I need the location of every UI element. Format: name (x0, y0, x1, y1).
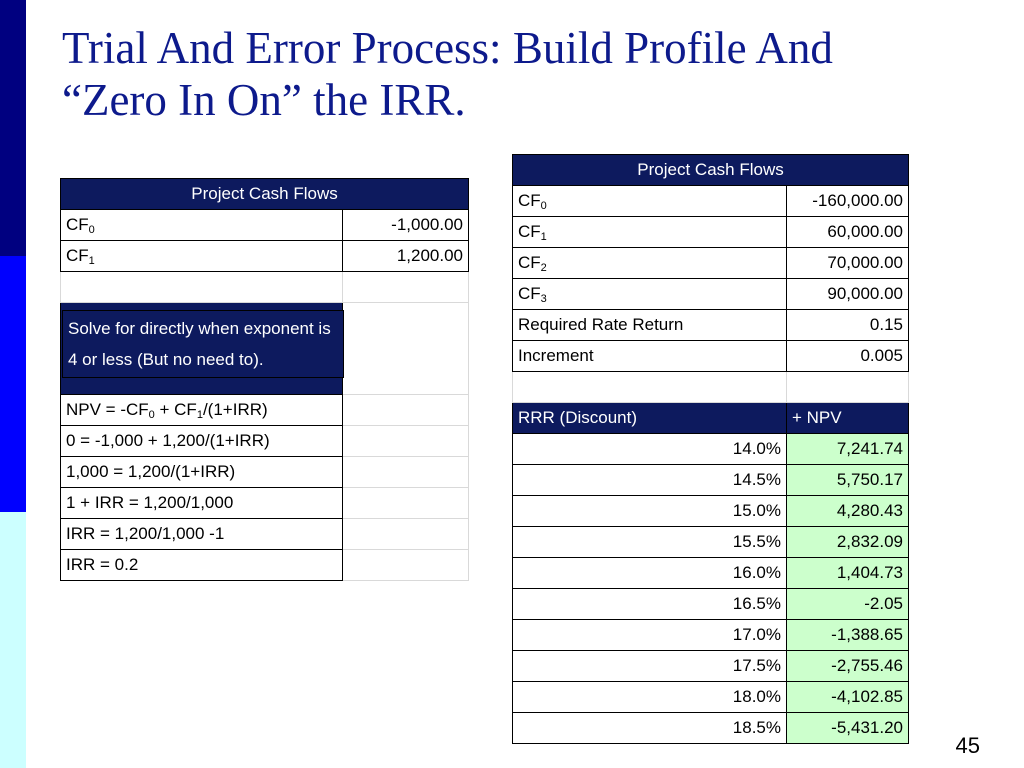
table-row (513, 589, 909, 620)
rate-cell: 18.5% (513, 713, 787, 744)
empty-row (61, 272, 469, 303)
left-cf0-label: $CF_0$ (61, 210, 343, 241)
rate-cell: 16.5% (513, 589, 787, 620)
table-row (513, 620, 909, 651)
increment-value: 0.005 (787, 341, 909, 372)
npv-cell: -2.05 (787, 589, 909, 620)
right-cf1-value: 60,000.00 (787, 217, 909, 248)
left-table-header: Project Cash Flows (61, 179, 469, 210)
rate-cell: 14.5% (513, 465, 787, 496)
right-cf2-value: 70,000.00 (787, 248, 909, 279)
table-row (513, 496, 909, 527)
required-rate-label: Required Rate Return (513, 310, 787, 341)
right-cf0-label: $CF_0$ (513, 186, 787, 217)
solution-step-result: IRR = 0.2 (61, 550, 343, 581)
rate-cell: 15.5% (513, 527, 787, 558)
left-cash-flow-table (60, 178, 469, 581)
direct-solve-note: Solve for directly when exponent is 4 or less (But no need to). (62, 310, 344, 378)
npv-cell: 2,832.09 (787, 527, 909, 558)
npv-cell: -2,755.46 (787, 651, 909, 682)
table-row (61, 550, 469, 581)
rate-cell: 14.0% (513, 434, 787, 465)
accent-bar-dark-navy (0, 0, 26, 256)
table-row (513, 465, 909, 496)
table-row (513, 713, 909, 744)
table-row (513, 434, 909, 465)
npv-formula: NPV = $-CF_0 + CF_1/(1+IRR)$ (61, 395, 343, 426)
required-rate-value: 0.15 (787, 310, 909, 341)
table-row (61, 210, 469, 241)
table-row (61, 457, 469, 488)
npv-cell: -5,431.20 (787, 713, 909, 744)
npv-cell: 5,750.17 (787, 465, 909, 496)
rate-cell: 15.0% (513, 496, 787, 527)
rate-cell: 16.0% (513, 558, 787, 589)
table-row (513, 341, 909, 372)
table-row (513, 682, 909, 713)
npv-cell: -1,388.65 (787, 620, 909, 651)
right-cf2-label: $CF_2$ (513, 248, 787, 279)
right-cf3-label: $CF_3$ (513, 279, 787, 310)
npv-cell: 1,404.73 (787, 558, 909, 589)
right-cf0-value: -160,000.00 (787, 186, 909, 217)
table-row (513, 527, 909, 558)
table-row (61, 519, 469, 550)
npv-header: + NPV (787, 403, 909, 434)
right-cash-flow-table (512, 154, 909, 744)
rate-cell: 17.0% (513, 620, 787, 651)
slide-title-line-1: Trial And Error Process: Build Profile And (62, 23, 833, 73)
table-row (513, 186, 909, 217)
rrr-discount-header: RRR (Discount) (513, 403, 787, 434)
table-row (513, 651, 909, 682)
solution-step: 1,000 = 1,200/(1+IRR) (61, 457, 343, 488)
solution-step: 1 + IRR = 1,200/1,000 (61, 488, 343, 519)
table-row (61, 241, 469, 272)
page-number: 45 (955, 733, 980, 758)
table-row (61, 426, 469, 457)
right-table-header: Project Cash Flows (513, 155, 909, 186)
left-cf1-label: $CF_1$ (61, 241, 343, 272)
table-row (513, 248, 909, 279)
left-cf1-value: 1,200.00 (343, 241, 469, 272)
solution-step: 0 = -1,000 + 1,200/(1+IRR) (61, 426, 343, 457)
npv-cell: 7,241.74 (787, 434, 909, 465)
slide-title-line-2: “Zero In On” the IRR. (62, 75, 466, 125)
npv-cell: -4,102.85 (787, 682, 909, 713)
rate-cell: 18.0% (513, 682, 787, 713)
table-row (513, 310, 909, 341)
slide-title (62, 22, 1002, 126)
table-row (513, 217, 909, 248)
left-cf0-value: -1,000.00 (343, 210, 469, 241)
npv-cell: 4,280.43 (787, 496, 909, 527)
table-row (513, 558, 909, 589)
increment-label: Increment (513, 341, 787, 372)
table-row (61, 488, 469, 519)
rate-cell: 17.5% (513, 651, 787, 682)
solution-step: IRR = 1,200/1,000 -1 (61, 519, 343, 550)
table-row (513, 279, 909, 310)
accent-bar-cyan (0, 512, 26, 768)
empty-row (513, 372, 909, 403)
right-cf1-label: $CF_1$ (513, 217, 787, 248)
npv-header-row (513, 403, 909, 434)
accent-bar-blue (0, 256, 26, 512)
npv-formula-row (61, 395, 469, 426)
right-cf3-value: 90,000.00 (787, 279, 909, 310)
